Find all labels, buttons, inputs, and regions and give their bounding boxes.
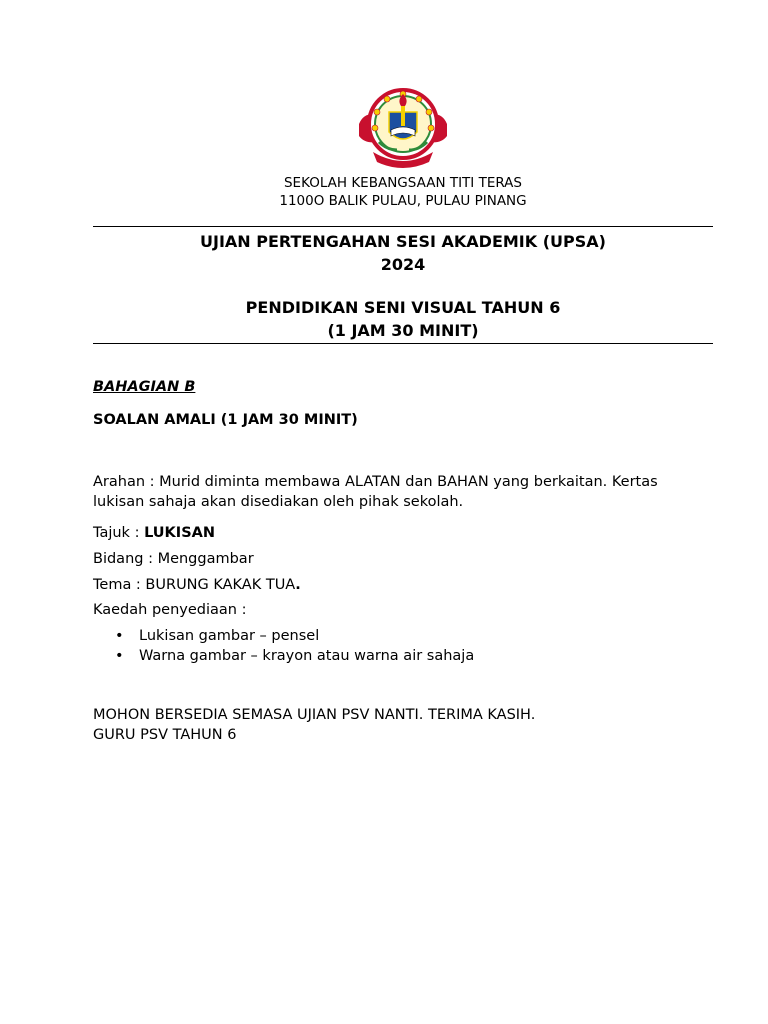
tajuk-line xyxy=(93,523,215,543)
exam-subject-line1: PENDIDIKAN SENI VISUAL TAHUN 6 xyxy=(245,298,561,317)
tema-suffix: . xyxy=(295,577,301,593)
instructions-line2: lukisan sahaja akan disediakan oleh pihak sekolah. xyxy=(93,494,464,510)
school-address: 1100O BALIK PULAU, PULAU PINANG xyxy=(279,193,527,209)
bullet-icon: • xyxy=(115,648,124,664)
list-item-text: Warna gambar – krayon atau warna air sahaja xyxy=(139,648,475,664)
tajuk-label: Tajuk : xyxy=(93,525,145,541)
tajuk-value: LUKISAN xyxy=(144,525,215,541)
list-item xyxy=(93,646,474,666)
bullet-icon: • xyxy=(115,628,124,644)
closing-line1: MOHON BERSEDIA SEMASA UJIAN PSV NANTI. TERIMA KASIH. xyxy=(93,707,536,723)
bottom-divider xyxy=(93,343,713,344)
school-name: SEKOLAH KEBANGSAAN TITI TERAS xyxy=(283,175,522,191)
list-item-text: Lukisan gambar – pensel xyxy=(139,628,320,644)
instructions xyxy=(93,472,658,512)
tema-line xyxy=(93,575,301,595)
exam-title xyxy=(93,230,713,276)
school-crest-logo xyxy=(357,84,449,168)
list-item xyxy=(93,626,474,646)
section-label: BAHAGIAN B xyxy=(93,379,196,395)
school-header xyxy=(0,174,768,210)
tema-label: Tema : BURUNG KAKAK TUA xyxy=(93,577,296,593)
exam-title-line2: 2024 xyxy=(380,255,426,274)
kaedah-line: Kaedah penyediaan : xyxy=(93,602,247,618)
exam-subject-line2: (1 JAM 30 MINIT) xyxy=(327,321,479,340)
top-divider xyxy=(93,226,713,227)
exam-subject xyxy=(93,296,713,342)
bidang-line: Bidang : Menggambar xyxy=(93,551,254,567)
exam-title-line1: UJIAN PERTENGAHAN SESI AKADEMIK (UPSA) xyxy=(200,232,606,251)
instructions-line1: Arahan : Murid diminta membawa ALATAN dan BAHAN yang berkaitan. Kertas xyxy=(93,474,658,490)
question-title: SOALAN AMALI (1 JAM 30 MINIT) xyxy=(93,412,358,428)
method-list xyxy=(93,626,474,666)
closing-line2: GURU PSV TAHUN 6 xyxy=(93,727,237,743)
closing xyxy=(93,705,535,745)
